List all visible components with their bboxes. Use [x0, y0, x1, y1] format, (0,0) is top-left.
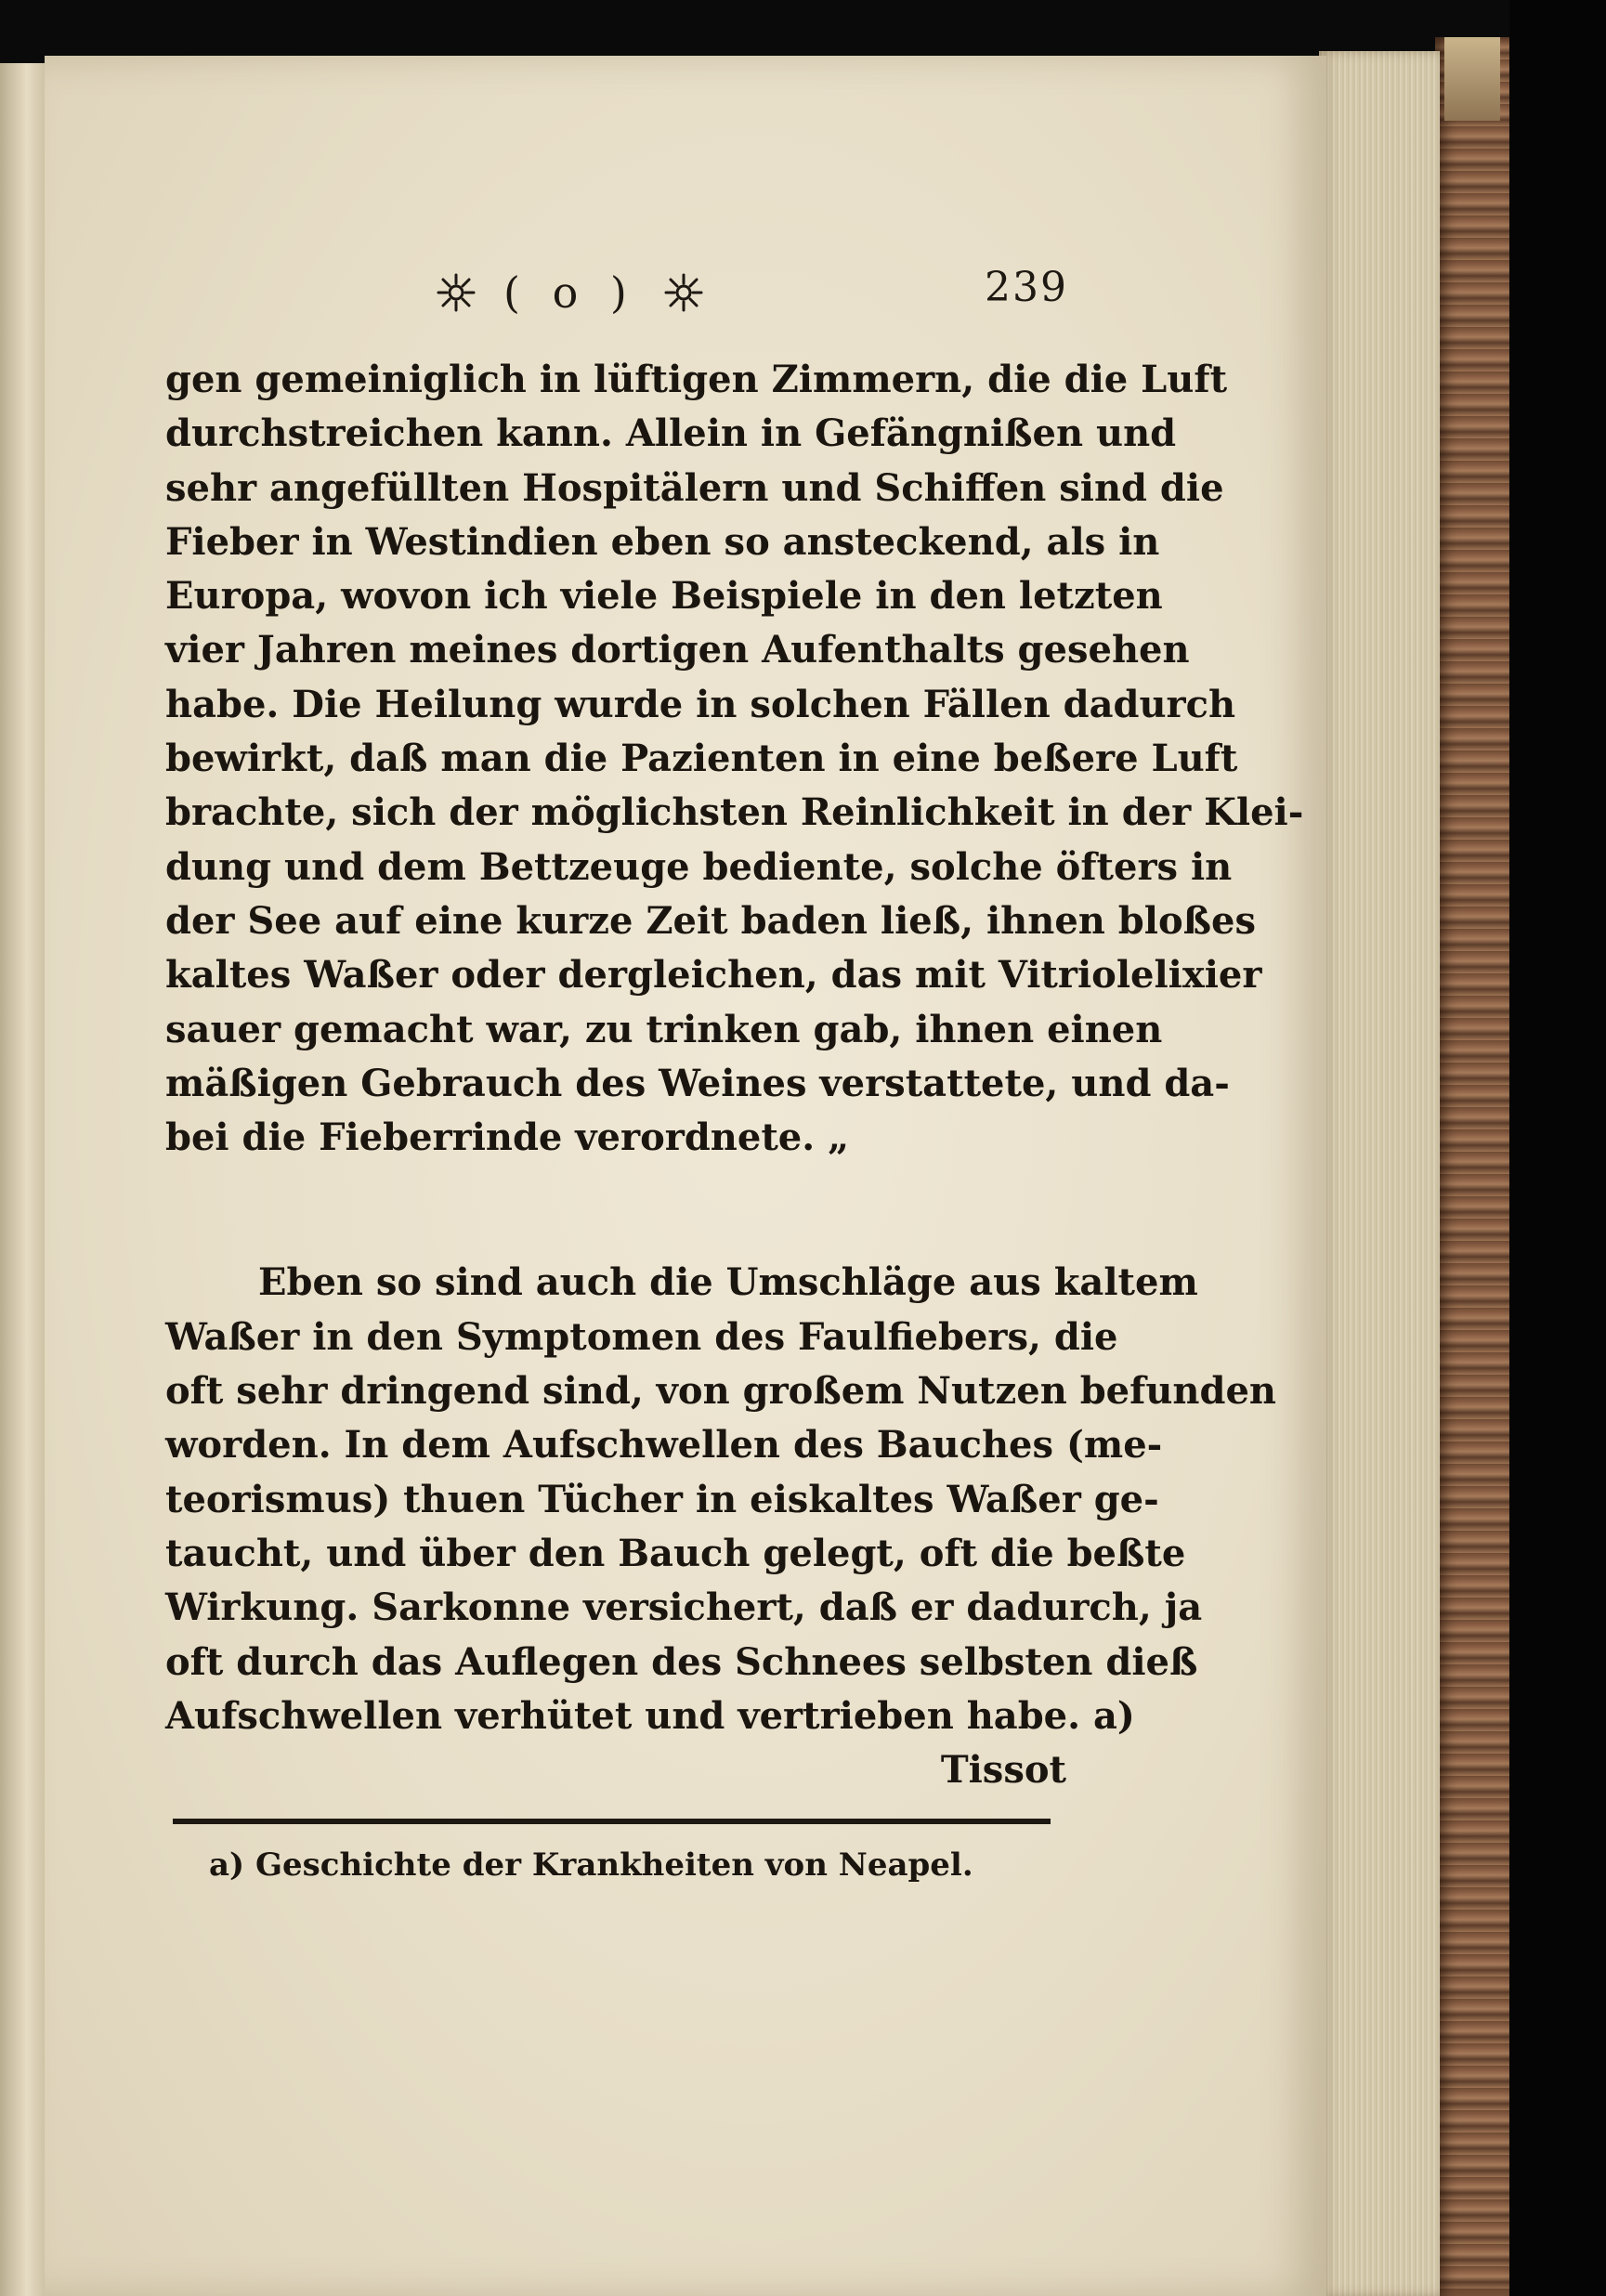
- text-line: sehr angefüllten Hospitälern und Schiffen sind die: [165, 465, 1224, 510]
- text-line: der See auf eine kurze Zeit baden ließ, ihnen bloßes: [165, 898, 1256, 943]
- footnote: a) Geschichte der Krankheiten von Neapel.: [209, 1846, 973, 1884]
- text-line: oft durch das Auflegen des Schnees selbsten dieß: [165, 1639, 1198, 1684]
- text-line: oft sehr dringend sind, von großem Nutzen befunden: [165, 1369, 1276, 1414]
- text-line: durchstreichen kann. Allein in Gefängnißen und: [165, 411, 1177, 456]
- catchword: Tissot: [940, 1748, 1066, 1793]
- text-line: mäßigen Gebrauch des Weines verstattete, und da-: [165, 1061, 1230, 1105]
- binding-headband: [1444, 37, 1500, 121]
- text-line: teorismus) thuen Tücher in eiskaltes Waßer ge-: [165, 1477, 1159, 1521]
- text-line: habe. Die Heilung wurde in solchen Fällen dadurch: [165, 682, 1236, 726]
- header-marker: ( o ): [503, 267, 636, 318]
- running-header: [437, 260, 1068, 325]
- text-line: vier Jahren meines dortigen Aufenthalts gesehen: [165, 628, 1190, 672]
- text-line: Europa, wovon ich viele Beispiele in den letzten: [165, 574, 1163, 619]
- text-line: dung und dem Bettzeuge bediente, solche öfters in: [165, 844, 1233, 889]
- paragraph-gap: [165, 1165, 1066, 1256]
- facing-page-edge: [0, 63, 45, 2296]
- flower-ornament-icon: [437, 273, 476, 312]
- page-number: 239: [985, 264, 1068, 311]
- text-line: Eben so sind auch die Umschläge aus kaltem: [258, 1260, 1198, 1305]
- text-line: bei die Fieberrinde verordnete. „: [165, 1115, 850, 1160]
- text-line: Waßer in den Symptomen des Faulfiebers, die: [165, 1314, 1118, 1359]
- text-line: kaltes Waßer oder dergleichen, das mit Vitriolelixier: [165, 953, 1262, 998]
- text-line: brachte, sich der möglichsten Reinlichkeit in der Klei-: [165, 790, 1304, 835]
- book-binding: [1435, 37, 1509, 2296]
- text-line: Aufschwellen verhütet und vertrieben habe. a): [165, 1693, 1135, 1738]
- text-line: worden. In dem Aufschwellen des Bauches (me-: [165, 1423, 1163, 1468]
- text-line: gen gemeiniglich in lüftigen Zimmern, die die Luft: [165, 358, 1228, 401]
- text-line: bewirkt, daß man die Pazienten in eine beßere Luft: [165, 737, 1238, 781]
- text-line: Wirkung. Sarkonne versichert, daß er dadurch, ja: [165, 1585, 1203, 1630]
- body-text: [165, 353, 1304, 1797]
- text-line: sauer gemacht war, zu trinken gab, ihnen einen: [165, 1007, 1163, 1051]
- paragraph: [165, 1256, 1276, 1797]
- footnote-divider: [173, 1819, 1051, 1824]
- paragraph: [165, 353, 1304, 1165]
- text-line: taucht, und über den Bauch gelegt, oft die beßte: [165, 1531, 1186, 1575]
- background-edge: [1509, 0, 1606, 2296]
- page-block-edges: [1319, 51, 1440, 2296]
- flower-ornament-icon: [664, 273, 703, 312]
- text-line: Fieber in Westindien eben so ansteckend, als in: [165, 519, 1160, 564]
